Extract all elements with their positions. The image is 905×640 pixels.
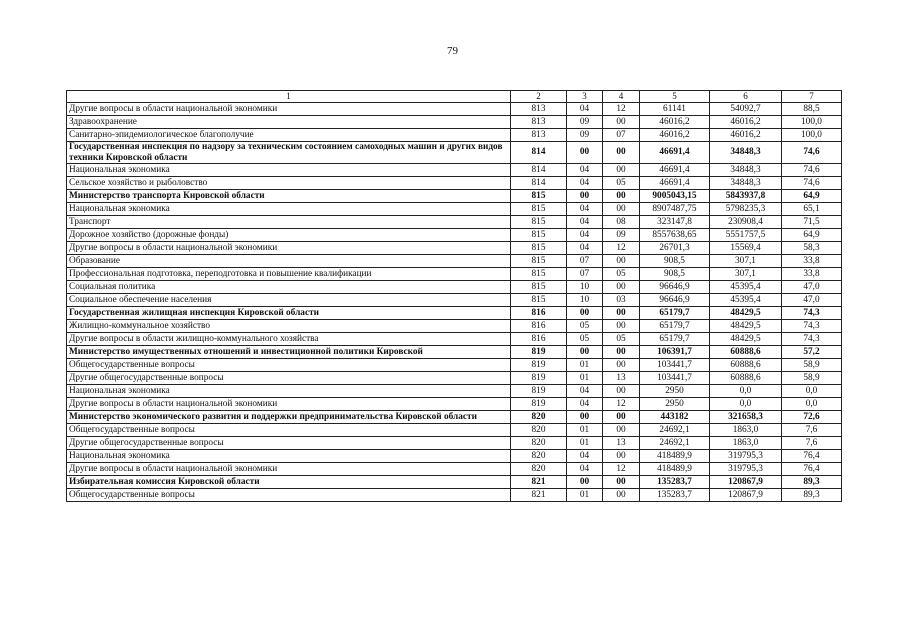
column-header: 7 (782, 91, 842, 103)
row-plan-cell: 103441,7 (640, 359, 710, 372)
row-actual-cell: 5798235,3 (710, 203, 782, 216)
row-subsection-cell: 00 (603, 164, 640, 177)
row-subsection-cell: 00 (603, 281, 640, 294)
row-subsection-cell: 00 (603, 190, 640, 203)
row-plan-cell: 418489,9 (640, 450, 710, 463)
row-subsection-cell: 08 (603, 216, 640, 229)
table-row (67, 203, 842, 216)
column-header: 2 (511, 91, 567, 103)
table-row (67, 450, 842, 463)
row-percent-cell: 100,0 (782, 129, 842, 142)
row-subsection-cell: 03 (603, 294, 640, 307)
table-row (67, 346, 842, 359)
row-name-cell: Национальная экономика (67, 164, 511, 177)
row-actual-cell: 307,1 (710, 255, 782, 268)
row-code-cell: 815 (511, 242, 567, 255)
row-actual-cell: 307,1 (710, 268, 782, 281)
row-code-cell: 815 (511, 268, 567, 281)
row-section-cell: 00 (567, 190, 603, 203)
row-section-cell: 00 (567, 476, 603, 489)
table-row (67, 129, 842, 142)
row-percent-cell: 47,0 (782, 294, 842, 307)
row-actual-cell: 120867,9 (710, 489, 782, 502)
row-actual-cell: 319795,3 (710, 450, 782, 463)
row-plan-cell: 65179,7 (640, 320, 710, 333)
row-code-cell: 819 (511, 385, 567, 398)
table-row (67, 489, 842, 502)
row-section-cell: 05 (567, 333, 603, 346)
row-actual-cell: 5843937,8 (710, 190, 782, 203)
row-plan-cell: 8557638,65 (640, 229, 710, 242)
row-subsection-cell: 00 (603, 489, 640, 502)
row-code-cell: 816 (511, 333, 567, 346)
row-section-cell: 09 (567, 129, 603, 142)
row-name-cell: Другие общегосударственные вопросы (67, 437, 511, 450)
row-name-cell: Санитарно-эпидемиологическое благополучие (67, 129, 511, 142)
table-row (67, 411, 842, 424)
row-section-cell: 00 (567, 346, 603, 359)
row-percent-cell: 74,3 (782, 307, 842, 320)
column-header: 6 (710, 91, 782, 103)
row-section-cell: 07 (567, 255, 603, 268)
row-section-cell: 01 (567, 489, 603, 502)
row-actual-cell: 45395,4 (710, 294, 782, 307)
row-percent-cell: 89,3 (782, 489, 842, 502)
row-actual-cell: 0,0 (710, 385, 782, 398)
row-code-cell: 815 (511, 281, 567, 294)
table-row (67, 463, 842, 476)
row-plan-cell: 46691,4 (640, 164, 710, 177)
row-code-cell: 820 (511, 437, 567, 450)
row-code-cell: 819 (511, 398, 567, 411)
table-row (67, 398, 842, 411)
row-name-cell: Общегосударственные вопросы (67, 359, 511, 372)
table-row (67, 372, 842, 385)
row-name-cell: Министерство имущественных отношений и инвестиционной политики Кировской (67, 346, 511, 359)
row-name-cell: Государственная жилищная инспекция Кировской области (67, 307, 511, 320)
row-percent-cell: 88,5 (782, 103, 842, 116)
row-plan-cell: 908,5 (640, 255, 710, 268)
table-row (67, 320, 842, 333)
row-subsection-cell: 12 (603, 103, 640, 116)
row-percent-cell: 76,4 (782, 463, 842, 476)
row-actual-cell: 321658,3 (710, 411, 782, 424)
row-percent-cell: 7,6 (782, 437, 842, 450)
row-section-cell: 07 (567, 268, 603, 281)
page-number: 79 (447, 45, 458, 57)
row-section-cell: 04 (567, 164, 603, 177)
row-name-cell: Другие вопросы в области национальной экономики (67, 103, 511, 116)
row-plan-cell: 103441,7 (640, 372, 710, 385)
table-row (67, 359, 842, 372)
row-actual-cell: 45395,4 (710, 281, 782, 294)
row-percent-cell: 33,8 (782, 268, 842, 281)
row-subsection-cell: 00 (603, 142, 640, 164)
row-name-cell: Общегосударственные вопросы (67, 424, 511, 437)
row-plan-cell: 2950 (640, 385, 710, 398)
row-plan-cell: 106391,7 (640, 346, 710, 359)
row-plan-cell: 61141 (640, 103, 710, 116)
row-name-cell: Другие вопросы в области национальной экономики (67, 242, 511, 255)
row-actual-cell: 34848,3 (710, 164, 782, 177)
row-section-cell: 09 (567, 116, 603, 129)
row-subsection-cell: 00 (603, 320, 640, 333)
row-code-cell: 813 (511, 116, 567, 129)
row-subsection-cell: 00 (603, 450, 640, 463)
row-name-cell: Государственная инспекция по надзору за техническим состоянием самоходных машин и других видов техники Кировской области (67, 142, 511, 164)
row-plan-cell: 443182 (640, 411, 710, 424)
row-subsection-cell: 00 (603, 359, 640, 372)
row-section-cell: 00 (567, 142, 603, 164)
row-name-cell: Профессиональная подготовка, переподготовка и повышение квалификации (67, 268, 511, 281)
row-code-cell: 814 (511, 142, 567, 164)
row-subsection-cell: 05 (603, 333, 640, 346)
row-code-cell: 821 (511, 489, 567, 502)
row-actual-cell: 1863,0 (710, 424, 782, 437)
row-code-cell: 815 (511, 203, 567, 216)
row-name-cell: Министерство экономического развития и поддержки предпринимательства Кировской области (67, 411, 511, 424)
table-row (67, 333, 842, 346)
row-name-cell: Жилищно-коммунальное хозяйство (67, 320, 511, 333)
row-percent-cell: 74,6 (782, 177, 842, 190)
row-plan-cell: 65179,7 (640, 333, 710, 346)
table-row (67, 424, 842, 437)
row-percent-cell: 64,9 (782, 190, 842, 203)
row-percent-cell: 76,4 (782, 450, 842, 463)
row-name-cell: Национальная экономика (67, 450, 511, 463)
table-row (67, 281, 842, 294)
row-percent-cell: 0,0 (782, 398, 842, 411)
row-section-cell: 00 (567, 307, 603, 320)
row-percent-cell: 58,9 (782, 372, 842, 385)
row-actual-cell: 46016,2 (710, 116, 782, 129)
row-code-cell: 815 (511, 190, 567, 203)
row-section-cell: 00 (567, 411, 603, 424)
row-percent-cell: 71,5 (782, 216, 842, 229)
row-section-cell: 04 (567, 177, 603, 190)
row-plan-cell: 24692,1 (640, 437, 710, 450)
row-name-cell: Другие вопросы в области жилищно-коммунального хозяйства (67, 333, 511, 346)
table-row (67, 216, 842, 229)
row-section-cell: 04 (567, 463, 603, 476)
row-plan-cell: 96646,9 (640, 294, 710, 307)
row-code-cell: 813 (511, 103, 567, 116)
row-name-cell: Национальная экономика (67, 385, 511, 398)
row-plan-cell: 8907487,75 (640, 203, 710, 216)
row-subsection-cell: 00 (603, 116, 640, 129)
row-plan-cell: 65179,7 (640, 307, 710, 320)
row-subsection-cell: 00 (603, 385, 640, 398)
table-row (67, 103, 842, 116)
row-section-cell: 01 (567, 359, 603, 372)
row-actual-cell: 0,0 (710, 398, 782, 411)
row-percent-cell: 7,6 (782, 424, 842, 437)
row-name-cell: Транспорт (67, 216, 511, 229)
row-section-cell: 01 (567, 437, 603, 450)
row-percent-cell: 72,6 (782, 411, 842, 424)
row-plan-cell: 96646,9 (640, 281, 710, 294)
row-plan-cell: 24692,1 (640, 424, 710, 437)
row-percent-cell: 58,9 (782, 359, 842, 372)
row-actual-cell: 319795,3 (710, 463, 782, 476)
row-subsection-cell: 12 (603, 242, 640, 255)
row-actual-cell: 120867,9 (710, 476, 782, 489)
row-subsection-cell: 00 (603, 255, 640, 268)
row-actual-cell: 34848,3 (710, 177, 782, 190)
row-actual-cell: 60888,6 (710, 372, 782, 385)
row-subsection-cell: 13 (603, 372, 640, 385)
row-subsection-cell: 09 (603, 229, 640, 242)
row-name-cell: Здравоохранение (67, 116, 511, 129)
row-section-cell: 04 (567, 450, 603, 463)
column-header: 4 (603, 91, 640, 103)
row-code-cell: 820 (511, 463, 567, 476)
row-plan-cell: 46691,4 (640, 177, 710, 190)
row-code-cell: 816 (511, 320, 567, 333)
row-subsection-cell: 05 (603, 268, 640, 281)
row-percent-cell: 33,8 (782, 255, 842, 268)
row-section-cell: 04 (567, 216, 603, 229)
table-body (67, 91, 842, 502)
row-code-cell: 820 (511, 450, 567, 463)
row-plan-cell: 908,5 (640, 268, 710, 281)
row-plan-cell: 26701,3 (640, 242, 710, 255)
row-code-cell: 814 (511, 164, 567, 177)
table-row (67, 116, 842, 129)
row-code-cell: 815 (511, 229, 567, 242)
row-actual-cell: 48429,5 (710, 333, 782, 346)
table-header-row (67, 91, 842, 103)
row-percent-cell: 74,6 (782, 142, 842, 164)
row-name-cell: Образование (67, 255, 511, 268)
row-subsection-cell: 13 (603, 437, 640, 450)
row-subsection-cell: 12 (603, 463, 640, 476)
row-section-cell: 04 (567, 229, 603, 242)
row-percent-cell: 58,3 (782, 242, 842, 255)
row-code-cell: 819 (511, 372, 567, 385)
table-row (67, 255, 842, 268)
row-actual-cell: 230908,4 (710, 216, 782, 229)
table-row (67, 190, 842, 203)
row-code-cell: 821 (511, 476, 567, 489)
row-name-cell: Социальное обеспечение населения (67, 294, 511, 307)
row-percent-cell: 74,3 (782, 320, 842, 333)
row-subsection-cell: 00 (603, 346, 640, 359)
row-name-cell: Дорожное хозяйство (дорожные фонды) (67, 229, 511, 242)
row-subsection-cell: 07 (603, 129, 640, 142)
row-code-cell: 815 (511, 216, 567, 229)
row-percent-cell: 74,6 (782, 164, 842, 177)
table-row (67, 164, 842, 177)
row-name-cell: Сельское хозяйство и рыболовство (67, 177, 511, 190)
row-name-cell: Министерство транспорта Кировской области (67, 190, 511, 203)
row-plan-cell: 135283,7 (640, 476, 710, 489)
table-row (67, 268, 842, 281)
table-row (67, 229, 842, 242)
row-section-cell: 04 (567, 398, 603, 411)
row-actual-cell: 5551757,5 (710, 229, 782, 242)
table-row (67, 142, 842, 164)
row-subsection-cell: 00 (603, 424, 640, 437)
row-actual-cell: 60888,6 (710, 346, 782, 359)
row-subsection-cell: 00 (603, 476, 640, 489)
row-plan-cell: 46016,2 (640, 116, 710, 129)
table-row (67, 294, 842, 307)
row-plan-cell: 135283,7 (640, 489, 710, 502)
table-row (67, 385, 842, 398)
row-name-cell: Другие вопросы в области национальной экономики (67, 463, 511, 476)
row-subsection-cell: 00 (603, 411, 640, 424)
row-plan-cell: 323147,8 (640, 216, 710, 229)
table-row (67, 177, 842, 190)
row-actual-cell: 46016,2 (710, 129, 782, 142)
row-section-cell: 05 (567, 320, 603, 333)
row-section-cell: 04 (567, 242, 603, 255)
row-section-cell: 10 (567, 294, 603, 307)
row-name-cell: Избирательная комиссия Кировской области (67, 476, 511, 489)
row-code-cell: 819 (511, 346, 567, 359)
row-actual-cell: 15569,4 (710, 242, 782, 255)
row-subsection-cell: 00 (603, 203, 640, 216)
row-section-cell: 01 (567, 424, 603, 437)
column-header: 1 (67, 91, 511, 103)
row-code-cell: 820 (511, 424, 567, 437)
row-percent-cell: 64,9 (782, 229, 842, 242)
row-code-cell: 813 (511, 129, 567, 142)
row-percent-cell: 100,0 (782, 116, 842, 129)
row-section-cell: 04 (567, 385, 603, 398)
row-percent-cell: 47,0 (782, 281, 842, 294)
row-percent-cell: 89,3 (782, 476, 842, 489)
row-plan-cell: 9005043,15 (640, 190, 710, 203)
row-code-cell: 816 (511, 307, 567, 320)
column-header: 5 (640, 91, 710, 103)
row-subsection-cell: 12 (603, 398, 640, 411)
row-section-cell: 04 (567, 103, 603, 116)
row-percent-cell: 57,2 (782, 346, 842, 359)
row-percent-cell: 65,1 (782, 203, 842, 216)
row-actual-cell: 1863,0 (710, 437, 782, 450)
row-percent-cell: 74,3 (782, 333, 842, 346)
row-name-cell: Национальная экономика (67, 203, 511, 216)
row-plan-cell: 418489,9 (640, 463, 710, 476)
budget-table (66, 90, 842, 502)
row-code-cell: 815 (511, 294, 567, 307)
table-row (67, 476, 842, 489)
row-actual-cell: 48429,5 (710, 320, 782, 333)
row-actual-cell: 54092,7 (710, 103, 782, 116)
row-actual-cell: 34848,3 (710, 142, 782, 164)
row-name-cell: Общегосударственные вопросы (67, 489, 511, 502)
row-subsection-cell: 05 (603, 177, 640, 190)
table-row (67, 307, 842, 320)
row-section-cell: 04 (567, 203, 603, 216)
row-plan-cell: 2950 (640, 398, 710, 411)
row-code-cell: 814 (511, 177, 567, 190)
row-code-cell: 820 (511, 411, 567, 424)
column-header: 3 (567, 91, 603, 103)
row-subsection-cell: 00 (603, 307, 640, 320)
row-section-cell: 10 (567, 281, 603, 294)
row-name-cell: Другие вопросы в области национальной экономики (67, 398, 511, 411)
row-plan-cell: 46691,4 (640, 142, 710, 164)
row-actual-cell: 48429,5 (710, 307, 782, 320)
row-code-cell: 815 (511, 255, 567, 268)
row-actual-cell: 60888,6 (710, 359, 782, 372)
table-row (67, 242, 842, 255)
row-section-cell: 01 (567, 372, 603, 385)
row-name-cell: Социальная политика (67, 281, 511, 294)
row-name-cell: Другие общегосударственные вопросы (67, 372, 511, 385)
table-row (67, 437, 842, 450)
row-percent-cell: 0,0 (782, 385, 842, 398)
row-code-cell: 819 (511, 359, 567, 372)
row-plan-cell: 46016,2 (640, 129, 710, 142)
